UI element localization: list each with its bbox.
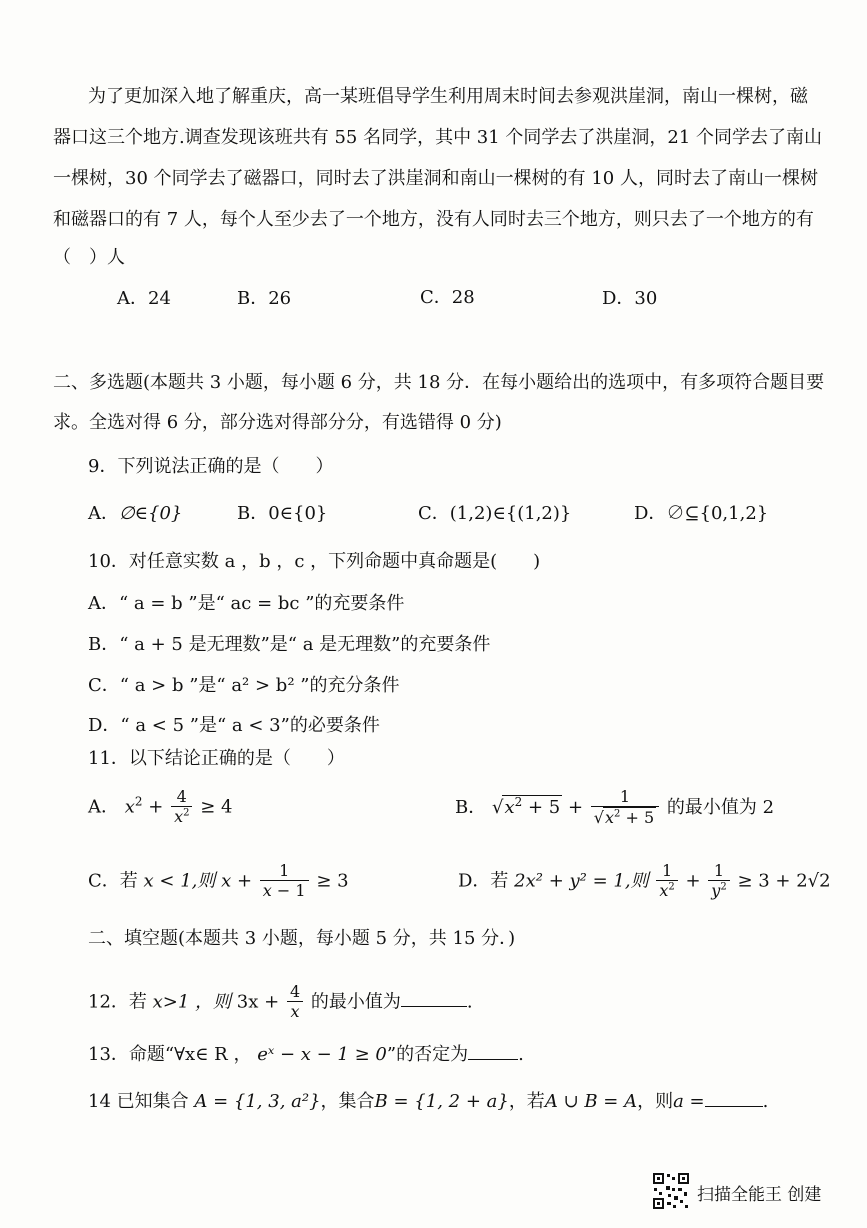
q8-line-3: 一棵树，30 个同学去了磁器口，同时去了洪崖洞和南山一棵树的有 10 人，同时去了南山一棵树 [53, 168, 818, 189]
q8-line-2: 器口这三个地方.调查发现该班共有 55 名同学，其中 31 个同学去了洪崖洞，21 个同学去了南山 [53, 127, 823, 148]
q11-option-c-cond: x < 1,则 [143, 870, 216, 892]
q9-option-a-expr: ∅∈{0} [119, 503, 183, 524]
q13-end: . [518, 1044, 524, 1065]
section-2-heading-line-2: 求。全选对得 6 分，部分选对得部分分，有选错得 0 分) [53, 412, 502, 433]
q12-cond: x>1 ，则 [152, 991, 232, 1013]
q14-answer-blank [705, 1090, 763, 1107]
q14-var: a = [673, 1091, 705, 1112]
q11-a-fraction: $\frac{4}{x^2}$ [171, 788, 192, 827]
q12-fraction: $\frac{4}{x}$ [287, 983, 303, 1022]
q8-option-d: D．30 [602, 288, 658, 309]
q13-prefix: 13．命题“∀x∈ R ， [88, 1044, 252, 1065]
q12 [88, 983, 473, 1022]
q8-line-5: （ ）人 [53, 247, 125, 268]
footer-scanner-watermark: 扫描全能王 创建 [697, 1185, 822, 1205]
q9-option-a [88, 505, 182, 523]
q10-option-a: A．“ a = b ”是“ ac = bc ”的充要条件 [88, 593, 405, 614]
q11-option-c-label: C．若 [88, 870, 138, 892]
q11-d-fraction-2: $\frac{1}{y^2}$ [708, 862, 729, 901]
q11-option-a-label: A． [88, 796, 119, 818]
q8-option-c: C．28 [420, 287, 475, 308]
q8-line-4: 和磁器口的有 7 人，每个人至少去了一个地方，没有人同时去三个地方，则只去了一个地方的有 [53, 209, 814, 230]
q14-set-b: B = {1, 2 + a} [374, 1091, 509, 1112]
q9-option-b-expr: 0∈{0} [268, 503, 328, 524]
q14-mid3: ，则 [637, 1091, 674, 1112]
q11-option-c: C．若 x < 1,则 x + $\frac{1}{x - 1}$ ≥ 3 [88, 861, 349, 901]
q13 [88, 1043, 524, 1064]
q9-option-b [237, 505, 327, 523]
q14-mid: ，集合 [320, 1091, 375, 1112]
q11-stem: 11．以下结论正确的是（ ） [88, 748, 345, 769]
section-3-heading: 二、填空题(本题共 3 小题，每小题 5 分，共 15 分．) [88, 928, 516, 949]
q11-b-fraction: $\frac{1}{√x^2 + 5}$ [591, 788, 659, 828]
q11-option-d: D．若 2x² + y² = 1,则 $\frac{1}{x^2}$ + $\frac{1}{y^2}$ ≥ 3 + 2√2 [458, 861, 831, 901]
q13-suffix: ”的否定为 [386, 1044, 469, 1065]
q11-option-b-suffix: 的最小值为 2 [666, 796, 775, 818]
q14-set-a: A = {1, 3, a²} [194, 1091, 321, 1112]
q9-option-a-label: A． [88, 503, 119, 524]
q9-option-b-label: B． [237, 503, 269, 524]
q10-option-b: B．“ a + 5 是无理数”是“ a 是无理数”的充要条件 [88, 634, 491, 655]
q12-expr: 3x + [236, 991, 280, 1013]
q14-mid2: ，若 [508, 1091, 545, 1112]
q8-line-1: 为了更加深入地了解重庆，高一某班倡导学生利用周末时间去参观洪崖洞，南山一棵树，磁 [88, 86, 808, 107]
q9-option-d [634, 505, 768, 523]
q9-option-c-expr: (1,2)∈{(1,2)} [449, 503, 572, 524]
q11-c-fraction: $\frac{1}{x - 1}$ [260, 862, 309, 901]
q11-d-fraction-1: $\frac{1}{x^2}$ [656, 862, 677, 901]
q11-option-d-rhs: ≥ 3 + 2√2 [737, 870, 831, 892]
q14-prefix: 14 已知集合 [88, 1091, 189, 1112]
q9-option-d-label: D． [634, 503, 667, 524]
q14 [88, 1090, 768, 1111]
q14-end: . [762, 1091, 769, 1112]
q13-answer-blank [468, 1043, 518, 1060]
q11-option-b-label: B． [455, 796, 487, 818]
q9-option-c [418, 505, 571, 523]
q12-answer-blank [401, 990, 467, 1007]
q9-option-d-expr: ∅⊆{0,1,2} [666, 503, 769, 524]
q12-prefix: 12．若 [88, 991, 147, 1013]
section-2-heading-line-1: 二、多选题(本题共 3 小题，每小题 6 分，共 18 分．在每小题给出的选项中，有多项符合题目要 [53, 372, 825, 393]
q14-cond: A ∪ B = A [544, 1091, 638, 1112]
q11-option-a: A． $x^2$ + $\frac{4}{x^2}$ ≥ 4 [88, 787, 233, 827]
q11-option-d-cond: 2x² + y² = 1,则 [514, 870, 649, 892]
q8-option-b: B．26 [237, 288, 292, 309]
q11-option-d-label: D．若 [458, 870, 509, 892]
q9-option-c-label: C． [418, 503, 450, 524]
q13-expr: eˣ − x − 1 ≥ 0 [257, 1044, 387, 1065]
q10-option-c: C．“ a > b ”是“ a² > b² ”的充分条件 [88, 675, 400, 696]
q12-end: . [466, 991, 473, 1013]
q12-suffix: 的最小值为 [310, 991, 401, 1013]
q10-stem: 10．对任意实数 a ，b ，c ，下列命题中真命题是( ) [88, 551, 541, 572]
q10-option-d: D．“ a < 5 ”是“ a < 3”的必要条件 [88, 715, 380, 736]
qr-code-icon [652, 1172, 690, 1210]
q8-option-a: A．24 [117, 288, 171, 309]
q11-option-b: B． $√x^2 + 5$ + $\frac{1}{√x^2 + 5}$ 的最小值为 2 [455, 787, 775, 828]
q9-stem: 9．下列说法正确的是（ ） [88, 456, 334, 477]
